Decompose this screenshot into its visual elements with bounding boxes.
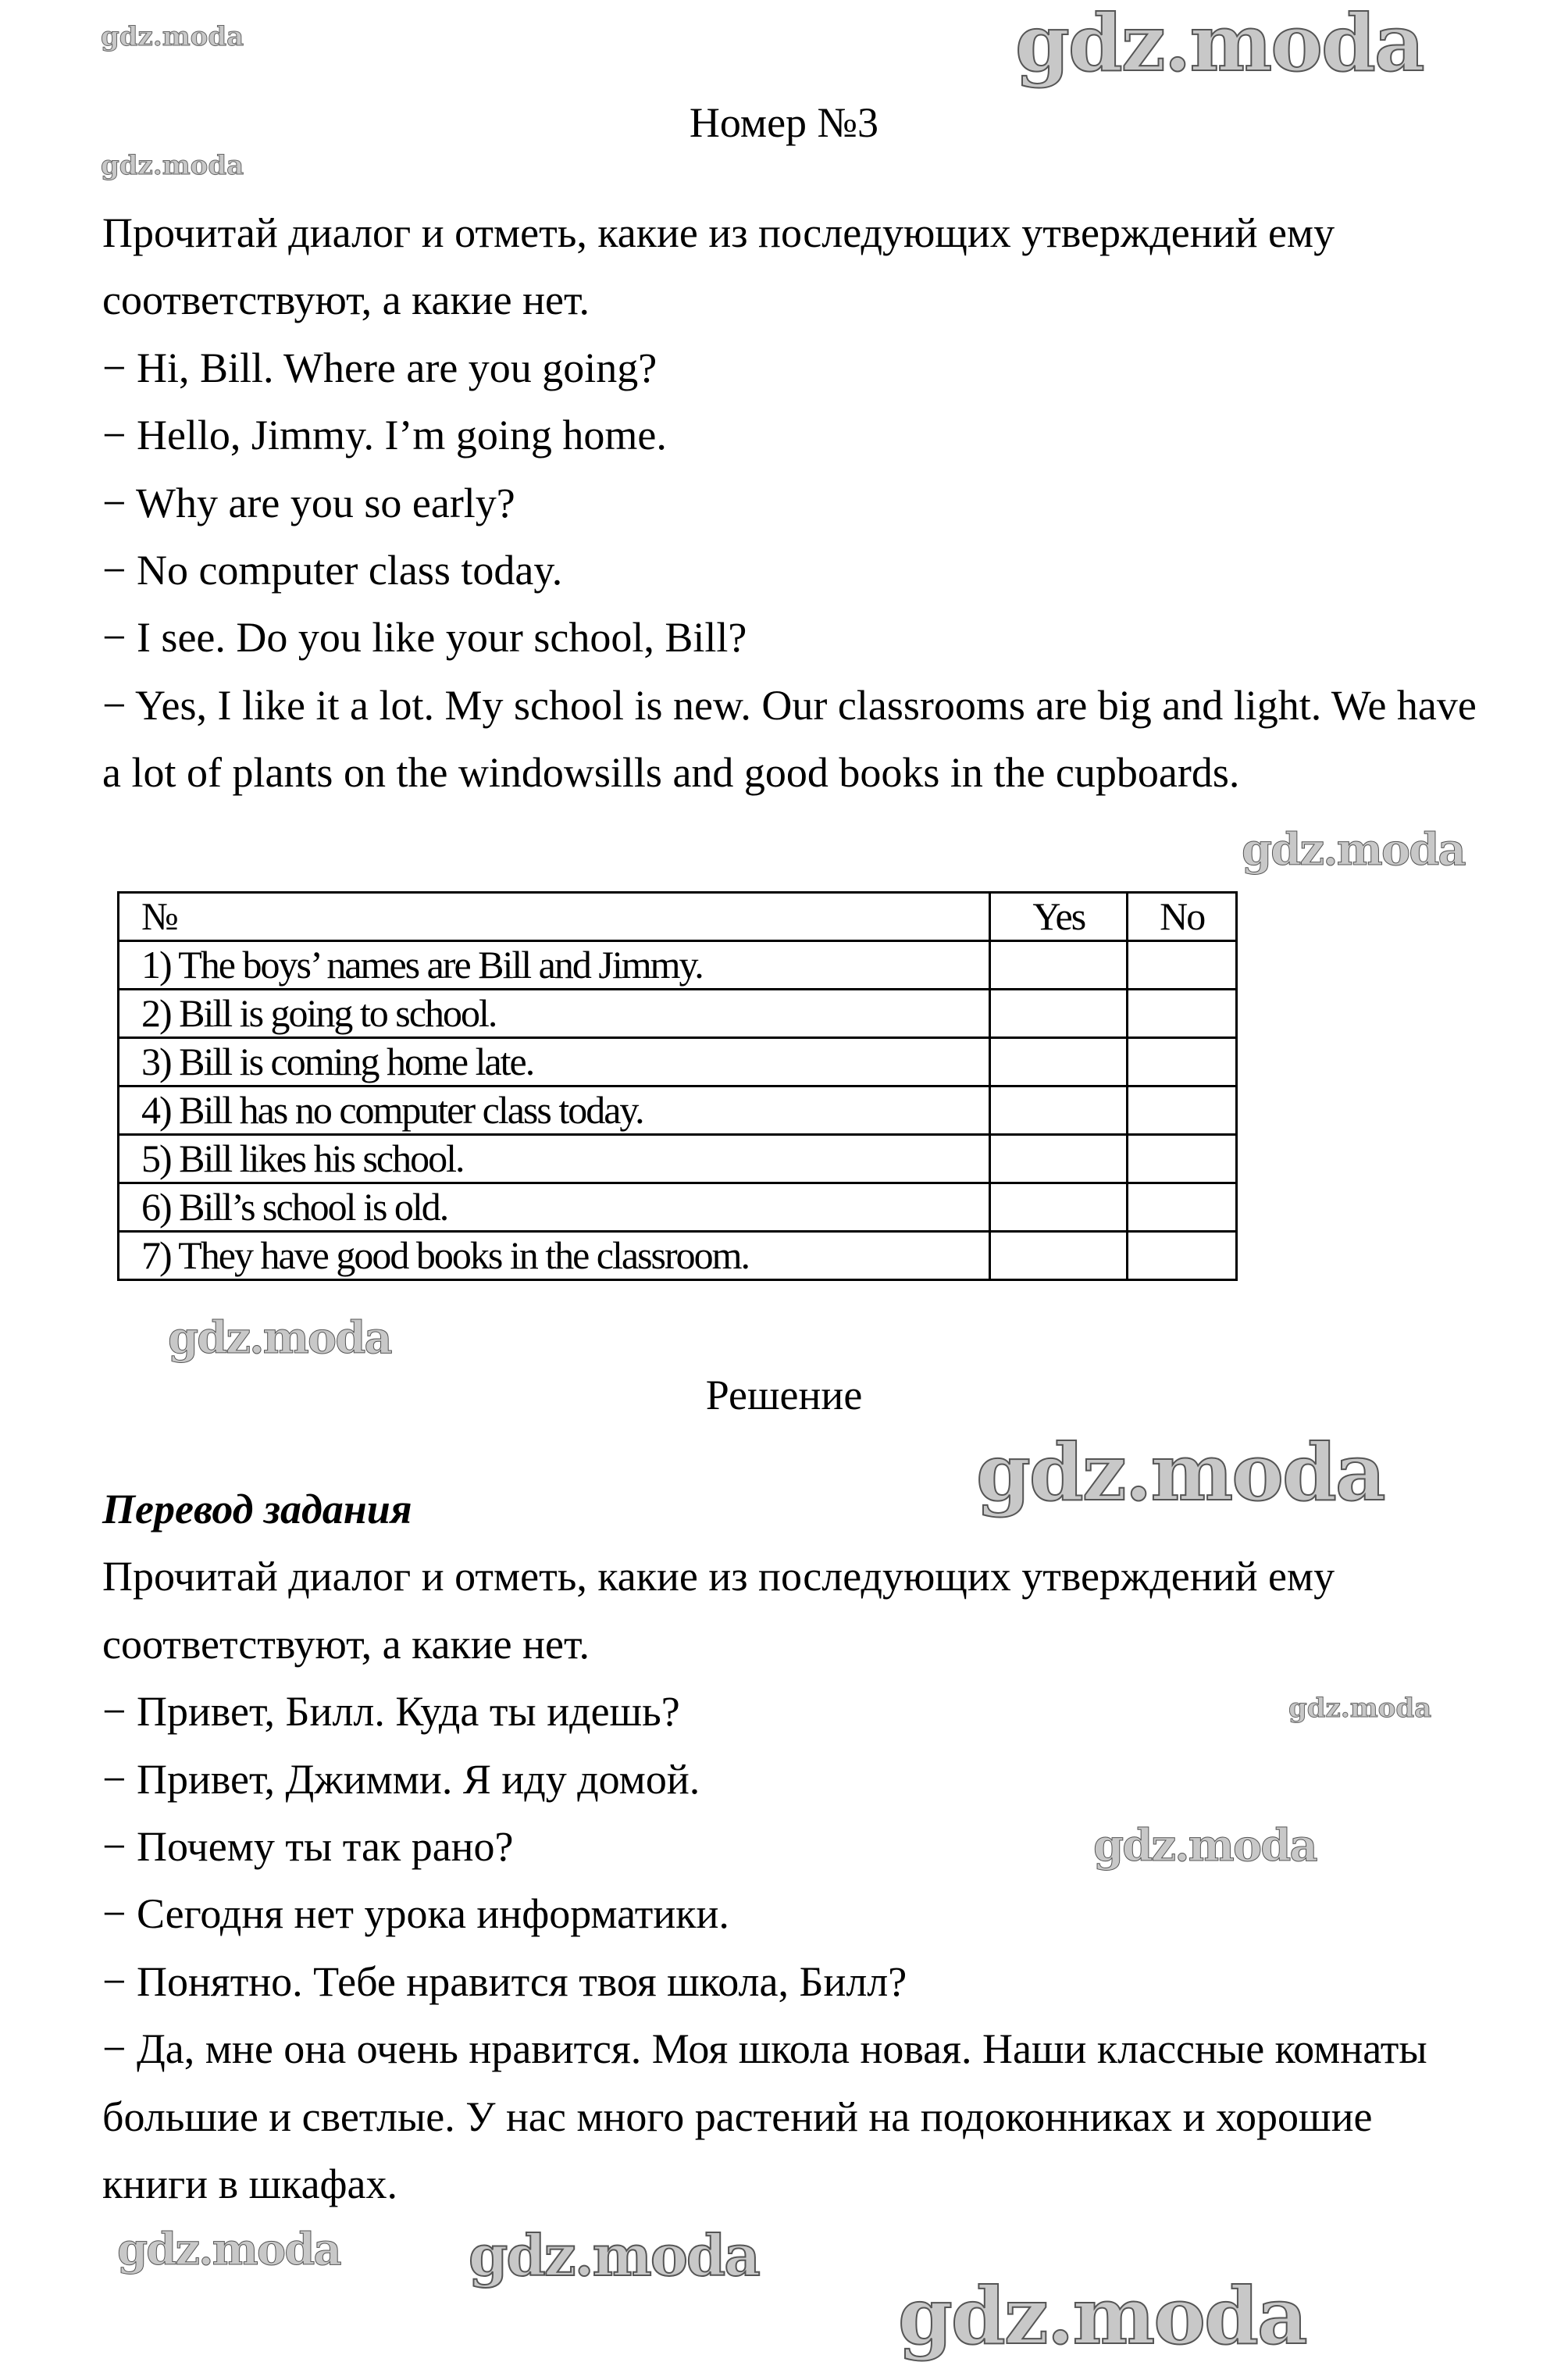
dialog-line: − Понятно. Тебе нравится твоя школа, Билл? [102, 1957, 907, 2005]
watermark: gdz.moda [1093, 1820, 1317, 1871]
yes-cell[interactable] [990, 1086, 1128, 1135]
yes-cell[interactable] [990, 1232, 1128, 1280]
watermark: gdz.moda [469, 2222, 759, 2289]
yes-cell[interactable] [990, 990, 1128, 1038]
dialog-line: − Привет, Билл. Куда ты идешь? [102, 1688, 680, 1736]
solution-title: Решение [705, 1372, 863, 1418]
watermark: gdz.moda [101, 21, 244, 52]
no-cell[interactable] [1128, 990, 1237, 1038]
no-cell[interactable] [1128, 1038, 1237, 1086]
dialog-line: − Hello, Jimmy. I’m going home. [102, 412, 667, 459]
table-row [119, 1232, 1237, 1280]
watermark: gdz.moda [1288, 1693, 1432, 1724]
statement: 6) Bill’s school is old. [119, 1183, 990, 1232]
table-row [119, 1183, 1237, 1232]
table-row [119, 990, 1237, 1038]
dialog-line: − Почему ты так рано? [102, 1823, 514, 1871]
dialog-line: − Да, мне она очень нравится. Моя школа новая. Наши классные комнаты большие и светлые. У нас много растений на подоконниках и хорошие книги в шкафах. [102, 2025, 1427, 2208]
statements-table [117, 891, 1238, 1281]
dialog-line: − Why are you so early? [102, 479, 515, 526]
statement: 5) Bill likes his school. [119, 1135, 990, 1183]
watermark: gdz.moda [117, 2224, 340, 2275]
table-row [119, 1135, 1237, 1183]
header-no: No [1128, 893, 1237, 941]
dialog-line: − Hi, Bill. Where are you going? [102, 344, 657, 391]
no-cell[interactable] [1128, 1086, 1237, 1135]
no-cell[interactable] [1128, 941, 1237, 990]
dialog-line: − Yes, I like it a lot. My school is new. Our classrooms are big and light. We have a lot of plants on the windowsills and good books in the cupboards. [102, 681, 1477, 797]
watermark: gdz.moda [168, 1312, 391, 1364]
table-header-row [119, 893, 1237, 941]
statement: 4) Bill has no computer class today. [119, 1086, 990, 1135]
translation-heading: Перевод задания [102, 1486, 412, 1532]
statement: 7) They have good books in the classroom. [119, 1232, 990, 1280]
header-yes: Yes [990, 893, 1128, 941]
yes-cell[interactable] [990, 1135, 1128, 1183]
yes-cell[interactable] [990, 1038, 1128, 1086]
no-cell[interactable] [1128, 1232, 1237, 1280]
statement: 2) Bill is going to school. [119, 990, 990, 1038]
header-number: № [119, 893, 990, 941]
task-instruction: Прочитай диалог и отметь, какие из последующих утверждений ему соответствуют, а какие нет. [102, 209, 1335, 324]
no-cell[interactable] [1128, 1135, 1237, 1183]
watermark: gdz.moda [101, 150, 244, 181]
page-title: Номер №3 [689, 99, 879, 146]
watermark: gdz.moda [976, 1426, 1384, 1518]
yes-cell[interactable] [990, 941, 1128, 990]
table-row [119, 1038, 1237, 1086]
watermark: gdz.moda [1015, 0, 1424, 89]
table-row [119, 1086, 1237, 1135]
dialog-line: − I see. Do you like your school, Bill? [102, 614, 747, 662]
table-row [119, 941, 1237, 990]
dialog-line: − Привет, Джимми. Я иду домой. [102, 1755, 700, 1803]
no-cell[interactable] [1128, 1183, 1237, 1232]
solution-instruction: Прочитай диалог и отметь, какие из последующих утверждений ему соответствуют, а какие нет. [102, 1553, 1335, 1668]
dialog-line: − Сегодня нет урока информатики. [102, 1890, 729, 1938]
dialog-line: − No computer class today. [102, 547, 563, 594]
yes-cell[interactable] [990, 1183, 1128, 1232]
watermark: gdz.moda [1242, 824, 1465, 876]
watermark: gdz.moda [898, 2270, 1306, 2362]
statement: 3) Bill is coming home late. [119, 1038, 990, 1086]
task-text [102, 199, 1477, 807]
statement: 1) The boys’ names are Bill and Jimmy. [119, 941, 990, 990]
